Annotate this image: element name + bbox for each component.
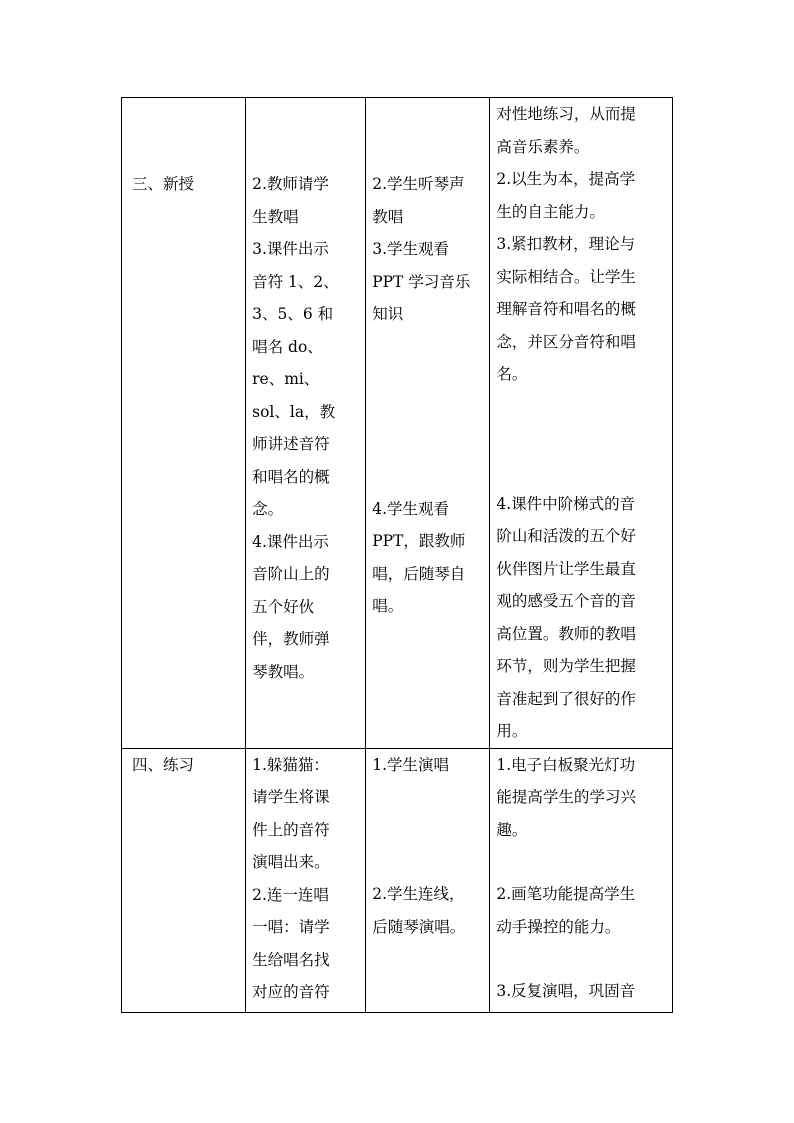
- intent-line: 阶山和活泼的五个好: [496, 527, 636, 545]
- intent-line: 趣。: [496, 820, 528, 839]
- teacher-line: 五个好伙: [252, 597, 315, 616]
- stage-cell: [122, 748, 246, 1012]
- teacher-line: 师讲述音符: [252, 435, 330, 453]
- teacher-line: 2.连一连唱: [252, 885, 329, 904]
- student-line: 2.学生连线，: [372, 885, 465, 903]
- teacher-activity-cell: [246, 98, 366, 749]
- stage-label: 三、新授: [132, 175, 195, 193]
- intent-line: 伙伴图片让学生最直: [496, 559, 636, 578]
- intent-line: 生的自主能力。: [496, 202, 605, 221]
- intent-line: 动手操控的能力。: [496, 917, 621, 936]
- teacher-line: 唱名 do、: [252, 337, 323, 356]
- teacher-activity-cell: [246, 748, 366, 1012]
- teacher-line: 对应的音符: [252, 983, 330, 1001]
- teacher-line: 3.课件出示: [252, 240, 329, 258]
- student-line: 2.学生听琴声: [372, 175, 465, 193]
- teacher-line: 生教唱: [252, 207, 299, 226]
- intent-line: 音准起到了很好的作: [496, 689, 636, 708]
- intent-line: 3.紧扣教材，理论与: [496, 235, 636, 253]
- student-line: 知识: [372, 305, 404, 323]
- table-row-new-lesson: [122, 98, 673, 749]
- design-intent-cell: [490, 98, 673, 749]
- intent-line: 名。: [496, 365, 528, 383]
- teacher-line: sol、la，教: [252, 402, 336, 421]
- teacher-line: 伴，教师弹: [252, 630, 330, 648]
- teacher-line: 请学生将课: [252, 788, 330, 806]
- student-line: PPT 学习音乐: [372, 272, 471, 291]
- teacher-line: 演唱出来。: [252, 853, 330, 871]
- intent-line: 高音乐素养。: [496, 137, 590, 156]
- intent-line: 理解音符和唱名的概: [496, 300, 636, 318]
- table-row-practice: [122, 748, 673, 1012]
- student-line: 后随琴演唱。: [372, 917, 466, 936]
- intent-line: 用。: [496, 722, 528, 740]
- intent-line: 1.电子白板聚光灯功: [496, 755, 636, 774]
- intent-line: 高位置。教师的教唱: [496, 624, 636, 643]
- student-line: 唱。: [372, 597, 404, 615]
- design-intent-cell: [490, 748, 673, 1012]
- lesson-plan-table: [121, 97, 673, 1013]
- teacher-line: 琴教唱。: [252, 662, 315, 681]
- student-line: 1.学生演唱: [372, 755, 449, 774]
- teacher-line: 音符 1、2、: [252, 272, 339, 291]
- teacher-line: 件上的音符: [252, 820, 330, 839]
- intent-line: 实际相结合。让学生: [496, 267, 636, 286]
- stage-label: 四、练习: [132, 755, 195, 774]
- intent-line: 2.画笔功能提高学生: [496, 885, 636, 903]
- teacher-line: 和唱名的概: [252, 467, 330, 486]
- student-line: PPT，跟教师: [372, 532, 466, 550]
- teacher-line: 生给唱名找: [252, 950, 330, 969]
- student-activity-cell: [366, 98, 490, 749]
- teacher-line: 3、5、6 和: [252, 305, 334, 323]
- intent-line: 环节，则为学生把握: [496, 657, 636, 675]
- teacher-line: 1.躲猫猫：: [252, 755, 329, 774]
- intent-line: 能提高学生的学习兴: [496, 788, 636, 806]
- student-activity-cell: [366, 748, 490, 1012]
- intent-line: 4.课件中阶梯式的音: [496, 494, 636, 513]
- intent-line: 3.反复演唱，巩固音: [496, 982, 636, 1000]
- teacher-line: 2.教师请学: [252, 175, 329, 193]
- intent-line: 观的感受五个音的音: [496, 592, 636, 610]
- teacher-line: re、mi、: [252, 370, 320, 388]
- student-line: 教唱: [372, 207, 404, 226]
- student-line: 3.学生观看: [372, 240, 449, 258]
- student-line: 4.学生观看: [372, 499, 449, 518]
- stage-cell: [122, 98, 246, 749]
- intent-line: 念，并区分音符和唱: [496, 332, 636, 351]
- intent-line: 对性地练习，从而提: [496, 105, 636, 123]
- intent-line: 2.以生为本，提高学: [496, 170, 636, 188]
- teacher-line: 音阶山上的: [252, 565, 330, 583]
- student-line: 唱，后随琴自: [372, 564, 466, 583]
- teacher-line: 一唱：请学: [252, 918, 330, 936]
- teacher-line: 4.课件出示: [252, 532, 329, 551]
- teacher-line: 念。: [252, 500, 284, 518]
